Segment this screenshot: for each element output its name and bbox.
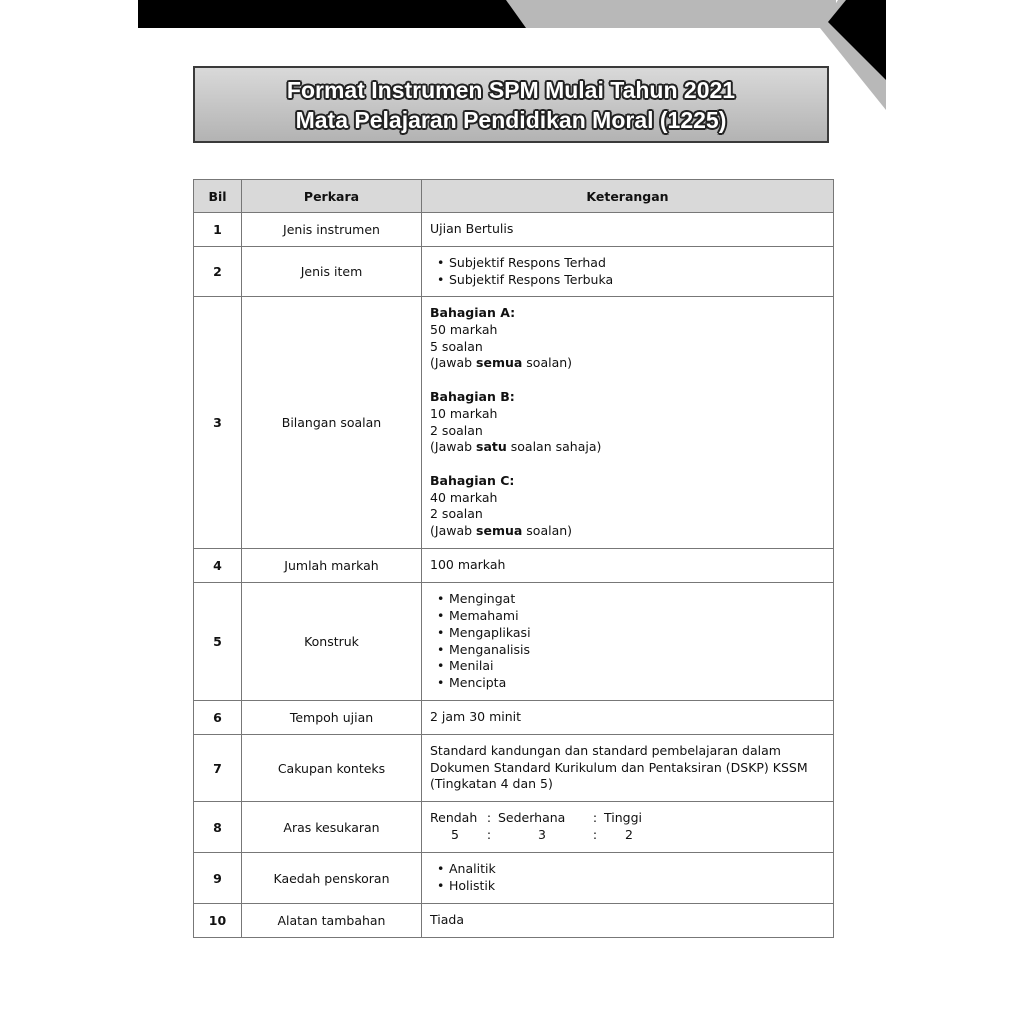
row-description <box>422 583 834 701</box>
section-marks: 40 markah <box>430 489 498 505</box>
ratio-separator: : <box>486 810 492 826</box>
row-number: 1 <box>194 213 242 247</box>
table-row <box>194 904 834 938</box>
section-instruction: (Jawab semua soalan) <box>430 355 573 371</box>
header-keterangan: Keterangan <box>422 180 834 213</box>
ratio-value: 5 <box>451 827 459 842</box>
row-description <box>422 297 834 549</box>
section-instruction: (Jawab satu soalan sahaja) <box>430 439 602 455</box>
table-row <box>194 549 834 583</box>
section-c <box>430 473 825 540</box>
row-number: 6 <box>194 701 242 735</box>
header-bil: Bil <box>194 180 242 213</box>
row-description <box>422 802 834 853</box>
ratio-separator: : <box>592 810 598 826</box>
row-item: Jenis instrumen <box>242 213 422 247</box>
list-item: • Mengaplikasi <box>437 625 825 642</box>
list-item: • Holistik <box>437 878 825 895</box>
section-marks: 10 markah <box>430 405 498 421</box>
section-b <box>430 389 825 456</box>
section-marks: 50 markah <box>430 321 498 337</box>
ratio-value: 3 <box>538 827 546 842</box>
difficulty-ratio <box>430 810 825 844</box>
row-description <box>422 853 834 904</box>
row-number: 3 <box>194 297 242 549</box>
row-number: 2 <box>194 247 242 297</box>
table-row <box>194 735 834 802</box>
ratio-separator: : <box>486 827 492 842</box>
row-description: 2 jam 30 minit <box>422 701 834 735</box>
row-number: 7 <box>194 735 242 802</box>
section-title: Bahagian A: <box>430 304 516 320</box>
row-number: 5 <box>194 583 242 701</box>
ratio-label: Rendah <box>430 810 478 826</box>
table-row <box>194 802 834 853</box>
row-number: 8 <box>194 802 242 853</box>
table-row <box>194 213 834 247</box>
table-row <box>194 247 834 297</box>
list-item: • Menilai <box>437 658 825 675</box>
table-row <box>194 701 834 735</box>
section-count: 2 soalan <box>430 506 483 522</box>
ratio-value: 2 <box>625 827 633 842</box>
list-item: • Menganalisis <box>437 642 825 659</box>
row-item: Alatan tambahan <box>242 904 422 938</box>
row-item: Jenis item <box>242 247 422 297</box>
list-item: • Analitik <box>437 861 825 878</box>
row-number: 4 <box>194 549 242 583</box>
row-description: 100 markah <box>422 549 834 583</box>
row-item: Bilangan soalan <box>242 297 422 549</box>
header-perkara: Perkara <box>242 180 422 213</box>
section-count: 2 soalan <box>430 422 483 438</box>
row-number: 10 <box>194 904 242 938</box>
row-item: Kaedah penskoran <box>242 853 422 904</box>
format-table <box>193 179 834 938</box>
row-item: Cakupan konteks <box>242 735 422 802</box>
row-item: Konstruk <box>242 583 422 701</box>
section-title: Bahagian C: <box>430 472 515 488</box>
row-item: Tempoh ujian <box>242 701 422 735</box>
title-line-2: Mata Pelajaran Pendidikan Moral (1225) <box>295 106 727 133</box>
table-row <box>194 297 834 549</box>
ratio-label: Sederhana <box>498 810 566 826</box>
list-item: • Mengingat <box>437 591 825 608</box>
list-item: • Subjektif Respons Terbuka <box>437 272 825 289</box>
list-item: • Memahami <box>437 608 825 625</box>
table-header-row <box>194 180 834 213</box>
list-item: • Mencipta <box>437 675 825 692</box>
row-description <box>422 247 834 297</box>
row-number: 9 <box>194 853 242 904</box>
row-description: Ujian Bertulis <box>422 213 834 247</box>
row-description: Tiada <box>422 904 834 938</box>
row-item: Aras kesukaran <box>242 802 422 853</box>
section-title: Bahagian B: <box>430 388 515 404</box>
title-banner <box>193 66 829 143</box>
list-item: • Subjektif Respons Terhad <box>437 255 825 272</box>
row-description: Standard kandungan dan standard pembelajaran dalam Dokumen Standard Kurikulum dan Pentaksiran (DSKP) KSSM (Tingkatan 4 dan 5) <box>422 735 834 802</box>
table-row <box>194 853 834 904</box>
section-count: 5 soalan <box>430 338 483 354</box>
ratio-separator: : <box>592 827 598 842</box>
section-instruction: (Jawab semua soalan) <box>430 523 573 539</box>
section-a <box>430 305 825 372</box>
row-item: Jumlah markah <box>242 549 422 583</box>
table-row <box>194 583 834 701</box>
ratio-label: Tinggi <box>604 810 642 826</box>
title-line-1: Format Instrumen SPM Mulai Tahun 2021 <box>286 76 736 103</box>
